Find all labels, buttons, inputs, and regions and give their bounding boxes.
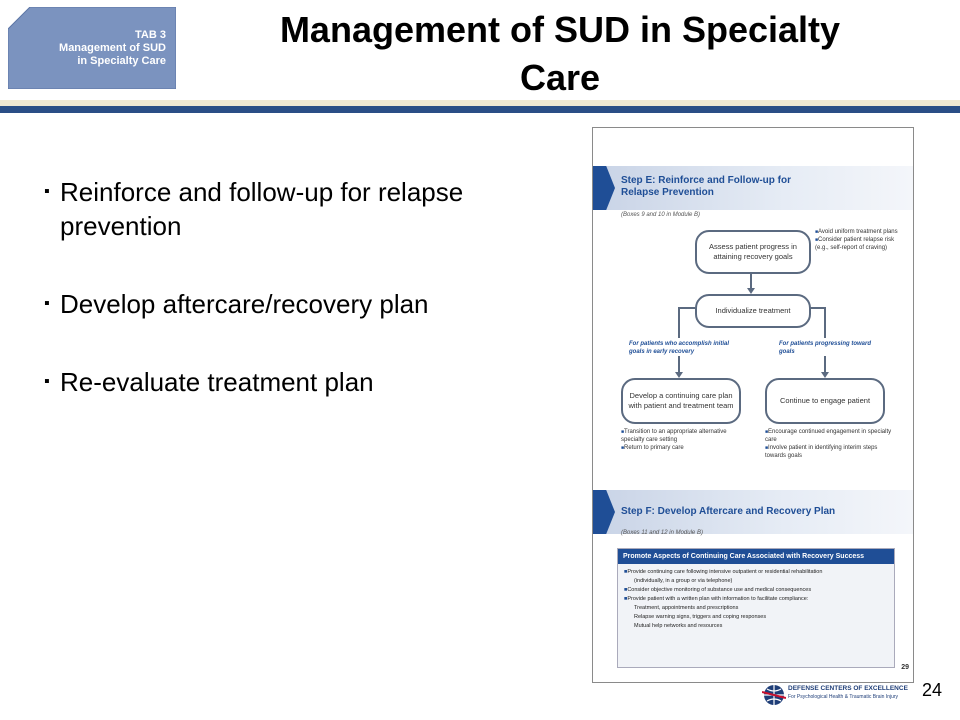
title-rule-navy	[0, 106, 960, 113]
right-note: ■ Encourage continued engagement in specialty care	[765, 428, 895, 444]
square-bullet-icon: ▪	[44, 295, 50, 312]
tab-label	[8, 7, 176, 89]
left-notes	[621, 428, 749, 452]
promo-item: ■ Consider objective monitoring of substance use and medical consequences	[624, 586, 888, 595]
org-name: DEFENSE CENTERS OF EXCELLENCE	[788, 685, 908, 692]
tab-line-3: in Specialty Care	[77, 55, 166, 67]
bullet-text: Re-evaluate treatment plan	[60, 367, 374, 397]
box-assess-progress: Assess patient progress in attaining recovery goals	[695, 230, 811, 274]
box-develop-plan: Develop a continuing care plan with patient and treatment team	[621, 378, 741, 424]
left-note: ■ Transition to an appropriate alternative specialty care setting	[621, 428, 749, 444]
promote-aspects-list	[618, 564, 894, 635]
box-continue-engage: Continue to engage patient	[765, 378, 885, 424]
globe-icon	[762, 683, 786, 707]
slide-title-line-2: Care	[519, 57, 601, 98]
promote-aspects-box	[617, 548, 895, 668]
promo-subitem: Treatment, appointments and prescriptions	[634, 605, 739, 611]
step-f-title: Step F: Develop Aftercare and Recovery Plan	[621, 506, 836, 517]
bullet-item	[44, 175, 564, 243]
slide-number: 24	[922, 680, 943, 700]
tab-text	[59, 29, 166, 68]
right-notes	[765, 428, 895, 460]
promo-item: (individually, in a group or via telephone)	[634, 578, 733, 584]
step-e-title-line-1: Step E: Reinforce and Follow-up for	[621, 175, 791, 186]
document-page-number: 29	[901, 664, 909, 671]
promo-subitem: Mutual help networks and resources	[634, 623, 723, 629]
assess-note: ■ Avoid uniform treatment plans	[815, 228, 909, 236]
branch-label-left: For patients who accomplish initial goals in early recovery	[629, 341, 730, 355]
org-subtitle: For Psychological Health & Traumatic Brain Injury	[788, 694, 899, 700]
branch-label-right: For patients progressing toward goals	[779, 341, 872, 355]
bullet-item	[44, 365, 564, 399]
square-bullet-icon: ▪	[44, 183, 50, 200]
guideline-page-image	[592, 127, 914, 683]
promo-item: ■ Provide continuing care following intensive outpatient or residential rehabilitation	[624, 568, 888, 577]
assess-note: ■ Consider patient relapse risk (e.g., self-report of craving)	[815, 236, 909, 252]
step-f-note: (Boxes 11 and 12 in Module B)	[621, 530, 703, 536]
dcoe-logo	[762, 682, 912, 708]
step-e-note: (Boxes 9 and 10 in Module B)	[621, 212, 701, 218]
promo-subitem: Relapse warning signs, triggers and coping responses	[634, 614, 767, 620]
promo-item: ■ Provide patient with a written plan with information to facilitate compliance:	[624, 595, 888, 604]
box-individualize: Individualize treatment	[695, 294, 811, 328]
bullet-list	[44, 175, 564, 443]
tab-line-2: Management of SUD	[59, 42, 166, 54]
bullet-item	[44, 287, 564, 321]
square-bullet-icon: ▪	[44, 373, 50, 390]
bullet-text: Develop aftercare/recovery plan	[60, 289, 429, 319]
slide-title-line-1: Management of SUD in Specialty	[279, 9, 841, 50]
step-e-title-line-2: Relapse Prevention	[621, 187, 714, 198]
assess-notes	[815, 228, 909, 252]
right-note: ■ Involve patient in identifying interim steps towards goals	[765, 444, 895, 460]
left-note: ■ Return to primary care	[621, 444, 749, 452]
bullet-text: Reinforce and follow-up for relapse prevention	[60, 177, 464, 241]
promote-aspects-heading: Promote Aspects of Continuing Care Associated with Recovery Success	[618, 549, 894, 564]
slide-title	[200, 6, 920, 102]
tab-line-1: TAB 3	[135, 29, 166, 41]
